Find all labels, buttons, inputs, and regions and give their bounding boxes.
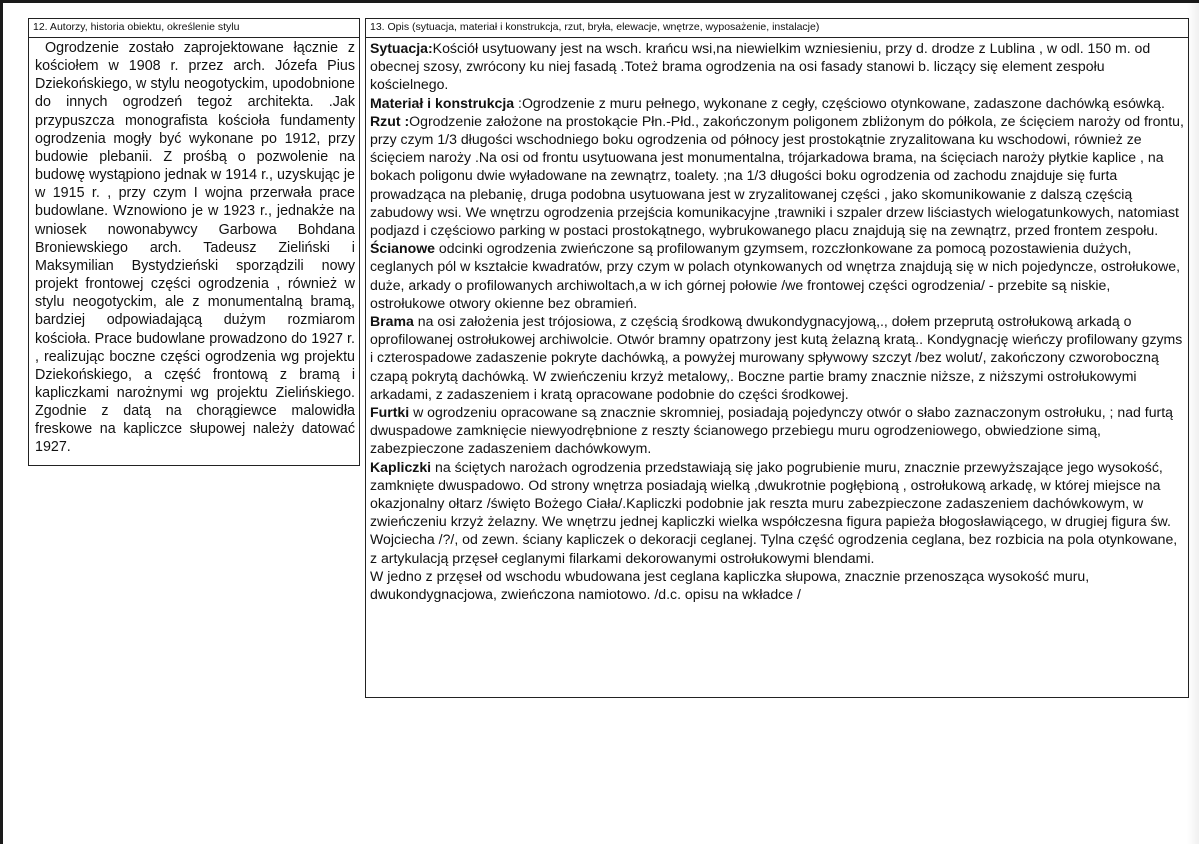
description-body (366, 38, 1188, 603)
section-text: Kościół usytuowany jest na wsch. krańcu wsi,na niewielkim wzniesieniu, przy d. drodze z Lublina , w odl. 150 m. od obecnej szosy, zwrócony ku niej fasadą .Toteż brama ogrodzenia na osi fasady stanowi b. liczący się element zespołu kościelnego. (370, 40, 1151, 93)
section-pillar-chapel (370, 567, 1184, 603)
section-gate (370, 312, 1184, 403)
section-plan (370, 112, 1184, 239)
section-label: Ścianowe (370, 240, 436, 257)
section-chapels (370, 458, 1184, 567)
section-label: Brama (370, 313, 414, 330)
section-label: Sytuacja: (370, 40, 433, 56)
section-text: Ogrodzenie założone na prostokącie Płn.-Płd., zakończonym poligonem zbliżonym do półkola, ze ścięciem naroży od frontu, przy czym 1/3 długości wschodniego boku ogrodzenia od północy jest prostokątnie zryzalitowana ku wschodowi, również ze ścięciem naroży .Na osi od frontu usytuowana jest monumentalna, trójarkadowa brama, na ścięciach naroży płytkie kaplice , na bokach poligonu dwie wyładowane na zewnątrz, toalety. ;na 1/3 długości boku ogrodzenia od zachodu znajduje się furta prowadząca na plebanię, druga podobna usytuowana jest w zryzalitowanej części , jako skomunikowanie z dalszą częścią zabudowy wsi. We wnętrzu ogrodzenia przejścia komunikacyjne ,trawniki i szpaler drzew liściastych wielogatunkowych, natomiast podjazd i częściowo parking w postaci prostokątnego, wybrukowanego placu znajdują się na zewnątrz, przed frontem zespołu. (370, 112, 1184, 239)
scan-edge-shadow (1187, 0, 1199, 844)
section-text: na osi założenia jest trójosiowa, z częścią środkową dwukondygnacyjową,., dołem przeprutą ostrołukową arkadą o oprofilowanej ostrołukowej archiwolcie. Otwór bramny opatrzony jest kutą żelazną kratą.. Kondygnację wieńczy profilowany gzyms i czterospadowe zadaszenie pokryte dachówką, a powyżej murowany spływowy szczyt /bez wolut/, zakończony czworoboczną czapą pokrytą dachówką. W zwieńczeniu krzyż metalowy,. Boczne partie bramy znacznie niższe, z niższymi ostrołukowymi arkadami, z zadaszeniem i kratą opracowane podobnie do części środkowej. (370, 313, 1183, 402)
section-text: :Ogrodzenie z muru pełnego, wykonane z cegły, częściowo otynkowane, zadaszone dachówką esówką. (514, 94, 1165, 111)
description-box (365, 18, 1189, 698)
section-text: w ogrodzeniu opracowane są znacznie skromniej, posiadają pojedynczy otwór o słabo zaznaczonym ostrołuku, ; nad furtą dwuspadowe zamknięcie niewyodrębnione z reszty ścianowego przebiegu muru ogrodzeniowego, obwiedzione simą, zabezpieczone zadaszeniem dachówkowym. (370, 404, 1173, 457)
section-situation (370, 39, 1184, 94)
section-label: Kapliczki (370, 458, 432, 475)
section-text: odcinki ogrodzenia zwieńczone są profilowanym gzymsem, rozczłonkowane za pomocą pozostawienia dużych, ceglanych pól w kształcie kwadratów, przy czym w polach otynkowanych od wnętrza znajdują się w nich pojedyncze, ostrołukowe, duże, arkady o profilowanych archiwoltach,a w ich górnej połowie /we frontowej części ogrodzenia/ - przebite są niskie, ostrołukowe otwory okienne bez obramień. (370, 240, 1180, 311)
section-wickets (370, 403, 1184, 458)
section-walls (370, 239, 1184, 312)
section-label: Materiał i konstrukcja (370, 94, 515, 111)
authors-history-text: Ogrodzenie zostało zaprojektowane łącznie z kościołem w 1908 r. przez arch. Józefa Pius Dziekońskiego, w stylu neogotyckim, upodobnione do innych ogrodzeń tegoż architekta. .Jak przypuszcza monografista kościoła fundamenty ogrodzenia mogły być wykonane po 1912, przy budowie plebanii. Z prośbą o pozwolenie na budowę wystąpiono jednak w 1914 r., uzyskując je w 1915 r. , przy czym I wojna przerwała prace budowlane. Wznowiono je w 1923 r., jednakże na wniosek nowonabywcy Garbowa Bohdana Broniewskiego arch. Tadeusz Zieliński i Maksymilian Bystydzieński sporządzili nowy projekt frontowej części ogrodzenia , również w stylu neogotyckim, ale z monumentalną bramą, bardziej odpowiadającą dużym rozmiarom kościoła. Prace budowlane prowadzono do 1927 r. , realizując boczne części ogrodzenia wg projektu Dziekońskiego, a część frontową z bramą i kapliczkami narożnymi wg projektu Zielińskiego. Zgodnie z datą na chorągiewce malowidła freskowe na kapliczce słupowej należy datować 1927. (35, 40, 355, 456)
section-text: na ściętych narożach ogrodzenia przedstawiają się jako pogrubienie muru, znacznie przewyższające jego wysokość, zamknięte dwuspadowo. Od strony wnętrza posiadają wielką ,dwukrotnie pogłębioną , ostrołukową arkadę, w której miejsce na okazjonalny ołtarz /święto Bożego Ciała/.Kapliczki podobnie jak reszta muru zabezpieczone zadaszeniem dachówkowym, w zwieńczeniu krzyż żelazny. We wnętrzu jednej kapliczki wielka współczesna figura papieża błogosławiącego, w drugiej figura św. Wojciecha /?/, od zewn. ściany kapliczek o dekoracji ceglanej. Tylna część ogrodzenia ceglana, bez rozbicia na pola otynkowane, z artykulacją przęseł ceglanymi filarkami dekorowanymi ostrołukowymi blendami. (370, 458, 1178, 566)
authors-history-header: 12. Autorzy, historia obiektu, określenie stylu (29, 19, 359, 38)
section-material (370, 94, 1184, 112)
description-header: 13. Opis (sytuacja, materiał i konstrukcja, rzut, bryła, elewacje, wnętrze, wyposażenie, instalacje) (366, 19, 1188, 38)
authors-history-box (28, 18, 360, 466)
section-label: Furtki (370, 404, 410, 421)
section-label: Rzut : (370, 112, 410, 129)
section-text: W jedno z przęseł od wschodu wbudowana jest ceglana kapliczka słupowa, znacznie przenosząca wysokość muru, dwukondygnacjowa, zwieńczona namiotowo. /d.c. opisu na wkładce / (370, 567, 1090, 603)
